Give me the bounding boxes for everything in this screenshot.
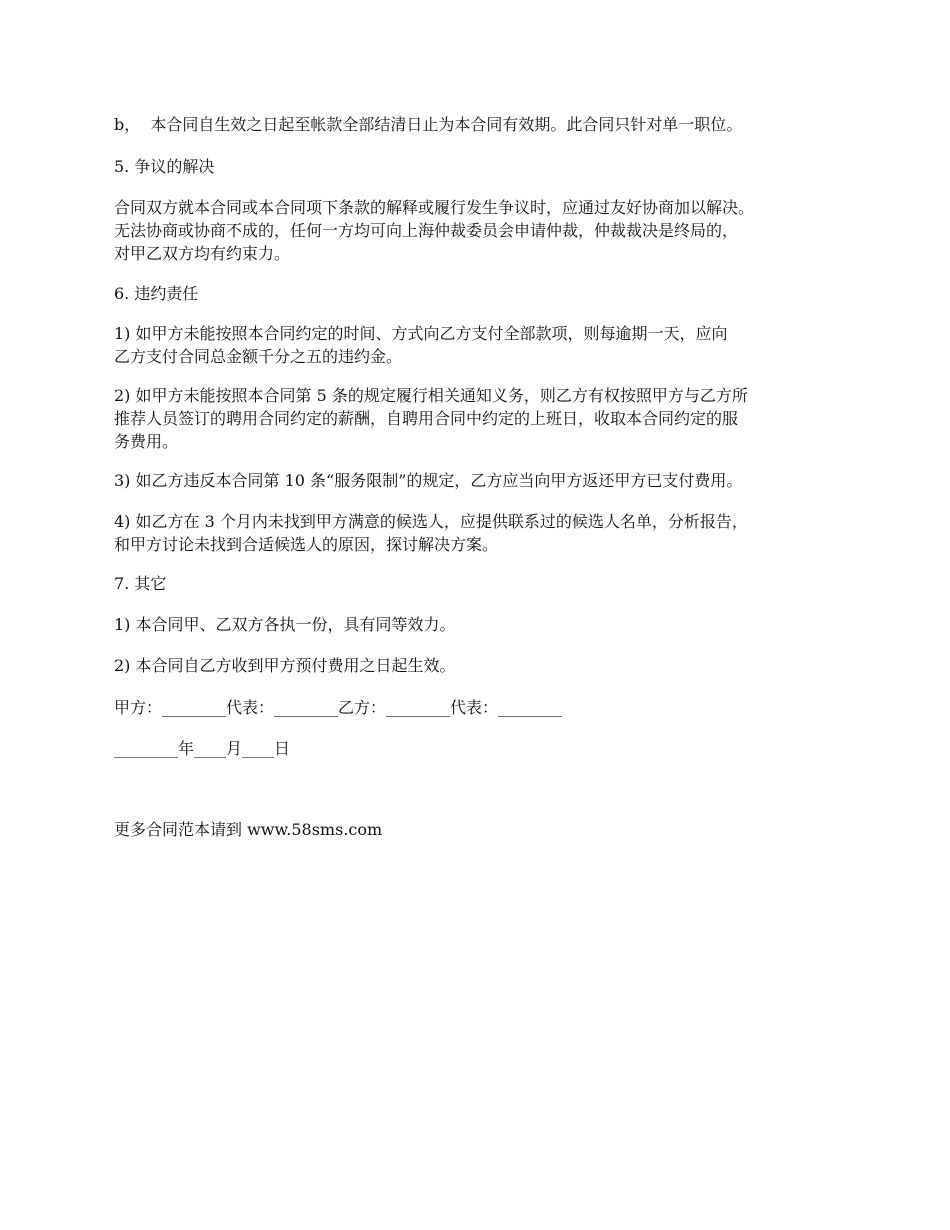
signature-line: 甲方：________代表：________乙方：________代表：________ [114, 698, 563, 717]
list-item-other-1: 1) 本合同甲、乙双方各执一份，具有同等效力。 [114, 615, 456, 634]
date-line: ________年____月____日 [114, 739, 291, 758]
list-item-breach-2: 2) 如甲方未能按照本合同第 5 条的规定履行相关通知义务，则乙方有权按照甲方与乙方所 推荐人员签订的聘用合同约定的薪酬，自聘用合同中约定的上班日，收取本合同约定的服 务费用。 [114, 386, 748, 451]
list-item-breach-1: 1) 如甲方未能按照本合同约定的时间、方式向乙方支付全部款项，则每逾期一天，应向 乙方支付合同总金额千分之五的违约金。 [114, 324, 728, 366]
section-heading-breach-liability: 6. 违约责任 [114, 284, 199, 303]
section-heading-dispute-resolution: 5. 争议的解决 [114, 157, 215, 176]
paragraph-validity-period: b， 本合同自生效之日起至帐款全部结清日止为本合同有效期。此合同只针对单一职位。 [114, 115, 743, 134]
list-item-breach-4: 4) 如乙方在 3 个月内未找到甲方满意的候选人，应提供联系过的候选人名单，分析报告， 和甲方讨论未找到合适候选人的原因，探讨解决方案。 [114, 512, 748, 554]
footer-link-text: 更多合同范本请到 www.58sms.com [114, 820, 383, 839]
list-item-other-2: 2) 本合同自乙方收到甲方预付费用之日起生效。 [114, 656, 456, 675]
section-heading-other: 7. 其它 [114, 574, 167, 593]
list-item-breach-3: 3) 如乙方违反本合同第 10 条“服务限制”的规定，乙方应当向甲方返还甲方已支付费用。 [114, 471, 743, 490]
paragraph-dispute-resolution: 合同双方就本合同或本合同项下条款的解释或履行发生争议时，应通过友好协商加以解决。 无法协商或协商不成的，任何一方均可向上海仲裁委员会申请仲裁，仲裁裁决是终局的， 对甲乙双方均有约束力。 [114, 198, 755, 263]
